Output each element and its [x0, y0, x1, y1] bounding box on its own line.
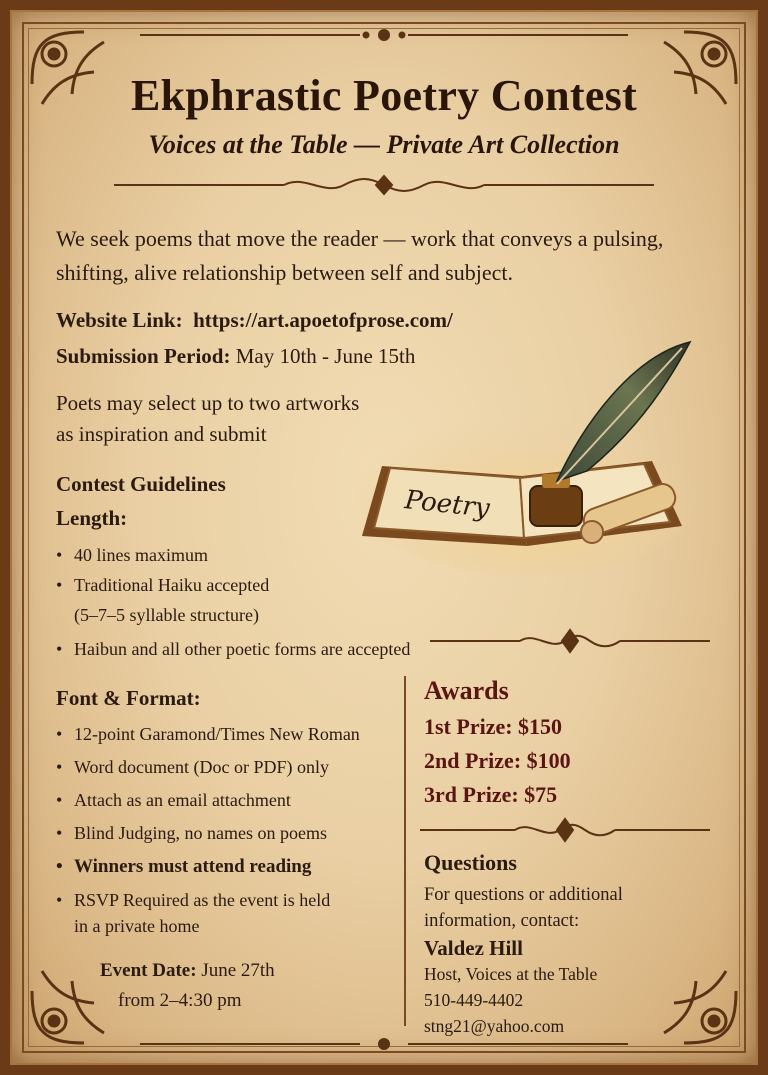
length-item: • Traditional Haiku accepted: [56, 570, 436, 600]
event-label: Event Date:: [100, 960, 197, 981]
select-note-line2: as inspiration and submit: [56, 422, 267, 446]
format-item: • Blind Judging, no names on poems: [56, 817, 401, 850]
flourish-divider: [114, 172, 654, 198]
format-item: • 12-point Garamond/Times New Roman: [56, 718, 401, 751]
questions-heading: Questions: [424, 850, 517, 875]
prize-first: 1st Prize: $150: [424, 714, 563, 739]
website-link[interactable]: https://art.apoetofprose.com/: [193, 308, 453, 332]
contact-name: Valdez Hill: [424, 936, 523, 960]
corner-ornament-bottom-right: [634, 941, 744, 1051]
select-note: [56, 388, 359, 450]
length-item-continued: (5–7–5 syllable structure): [74, 605, 259, 625]
submission-label: Submission Period:: [56, 344, 231, 368]
select-note-line1: Poets may select up to two artworks: [56, 391, 360, 415]
format-item: • Word document (Doc or PDF) only: [56, 751, 401, 784]
flourish-divider-mid: [430, 626, 710, 656]
awards-heading: Awards: [424, 676, 509, 705]
contact-email[interactable]: stng21@yahoo.com: [424, 1016, 565, 1036]
format-item: • Attach as an email attachment: [56, 784, 401, 817]
event-time: from 2–4:30 pm: [118, 990, 242, 1011]
book-word: Poetry: [403, 485, 491, 524]
length-item: • 40 lines maximum: [56, 540, 436, 570]
contact-phone: 510-449-4402: [424, 990, 524, 1010]
format-heading: Font & Format:: [56, 686, 201, 710]
event-block: [100, 956, 275, 1016]
column-divider: [404, 676, 406, 1026]
guidelines-heading: Contest Guidelines: [56, 472, 226, 496]
top-flourish: [140, 28, 628, 42]
contact-role: Host, Voices at the Table: [424, 964, 598, 984]
page-subtitle: Voices at the Table — Private Art Collection: [148, 130, 620, 159]
format-item: • RSVP Required as the event is held: [56, 887, 401, 913]
bottom-flourish: [140, 1037, 628, 1051]
format-item-continued: in a private home: [74, 916, 200, 936]
length-list: [56, 540, 436, 664]
prize-third: 3rd Prize: $75: [424, 782, 558, 807]
flourish-divider-awards: [420, 816, 710, 844]
submission-value: May 10th - June 15th: [235, 344, 416, 368]
event-date-line: [100, 956, 275, 986]
length-item: • Haibun and all other poetic forms are accepted: [56, 634, 436, 664]
length-heading: Length:: [56, 506, 128, 530]
page-title: Ekphrastic Poetry Contest: [130, 71, 638, 120]
questions-text: For questions or additional information, contact:: [424, 885, 623, 931]
intro-text: We seek poems that move the reader — work that conveys a pulsing, shifting, alive relationship between self and subject.: [56, 226, 664, 285]
prize-second: 2nd Prize: $100: [424, 748, 571, 773]
website-label: Website Link:: [56, 308, 183, 332]
website-line: [56, 308, 453, 333]
format-list: [56, 718, 401, 939]
format-item: • Winners must attend reading: [56, 850, 401, 883]
event-date: June 27th: [201, 960, 275, 981]
